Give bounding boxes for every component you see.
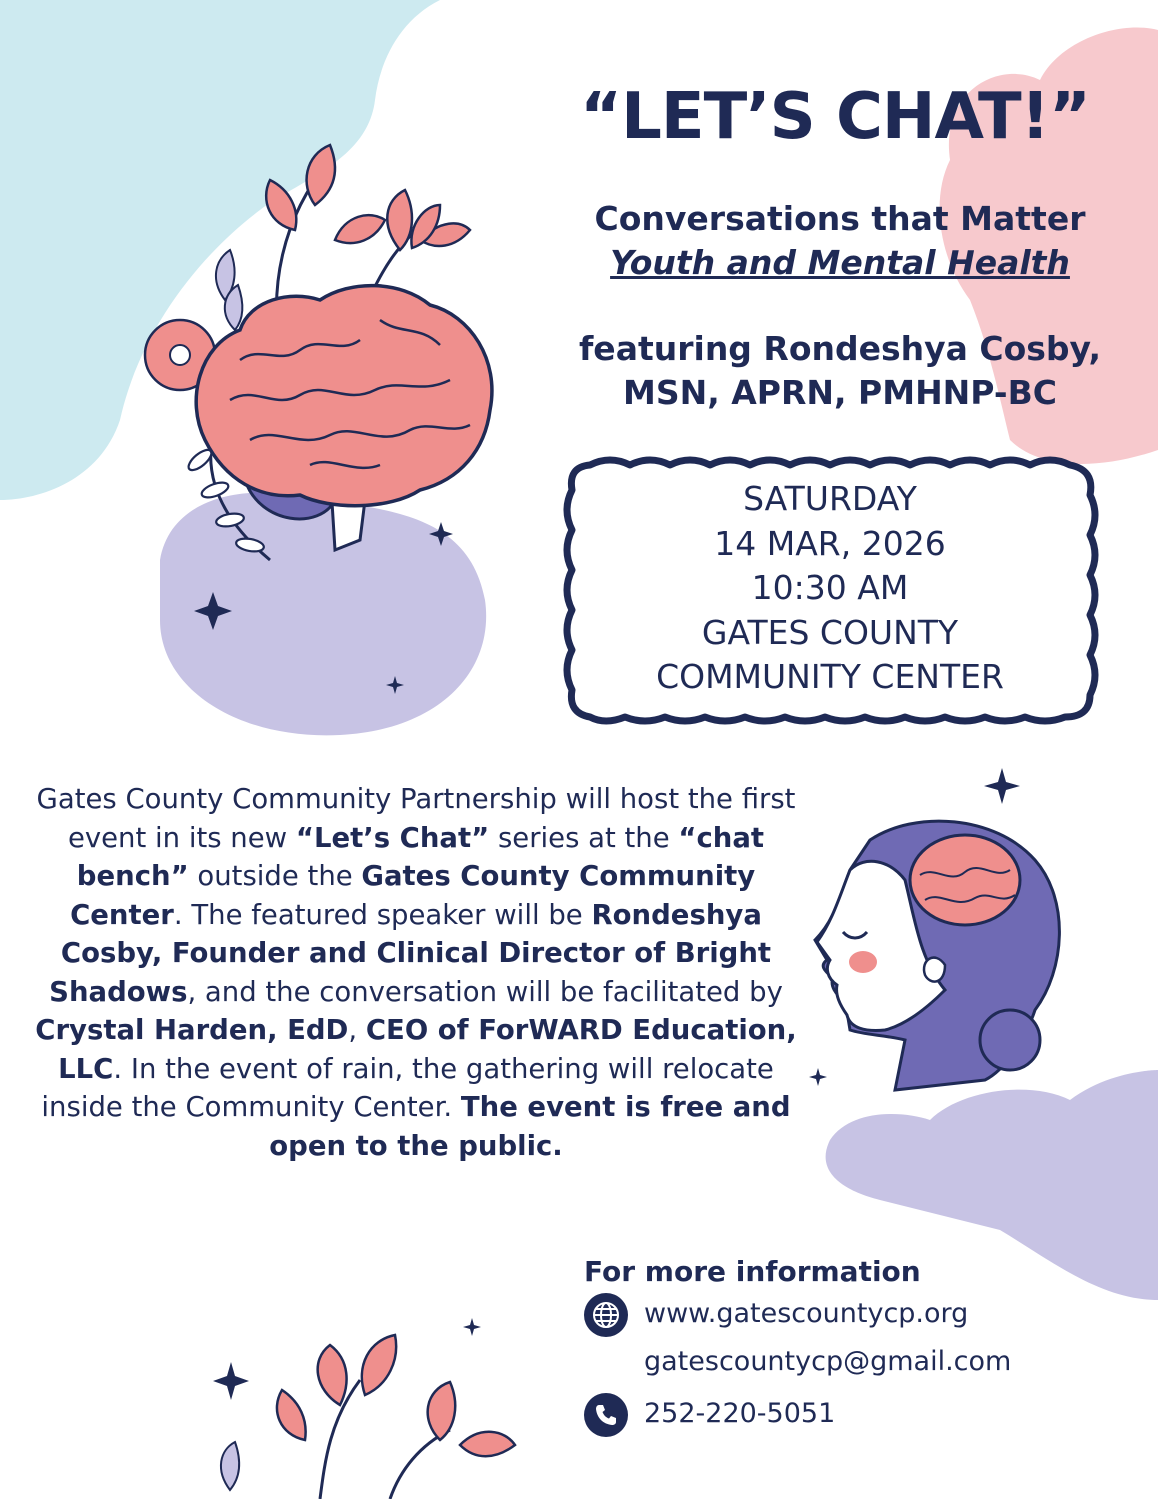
event-venue-line-2: COMMUNITY CENTER [656, 657, 1004, 696]
brain-icon [130, 130, 510, 590]
desc-bold: “Let’s Chat” [295, 821, 490, 854]
event-details [598, 477, 1062, 700]
event-venue-line-1: GATES COUNTY [701, 612, 959, 652]
desc-bold: Crystal Harden, EdD [35, 1014, 349, 1046]
contact-heading: For more information [584, 1255, 921, 1288]
woman-profile-icon [795, 800, 1075, 1100]
featuring-block [550, 327, 1130, 415]
event-description [30, 780, 802, 1165]
featuring-line-1: featuring Rondeshya Cosby, [578, 329, 1102, 368]
desc-text: . The featured speaker will be [173, 898, 592, 931]
desc-text: series at the [489, 821, 679, 854]
event-date: 14 MAR, 2026 [714, 523, 946, 563]
desc-bold: The event is free and open to the public. [269, 1091, 791, 1162]
subtitle-topic: Youth and Mental Health [610, 243, 1070, 282]
globe-icon [584, 1293, 628, 1337]
desc-bold: Gates County Community Center [70, 860, 756, 931]
desc-text: , [348, 1014, 366, 1046]
desc-text: Gates County Community Partnership will host the first event in its new [36, 783, 796, 854]
event-time: 10:30 AM [751, 568, 909, 607]
phone-link[interactable]: 252-220-5051 [644, 1398, 836, 1429]
page-title: “LET’S CHAT!” [580, 80, 1090, 154]
flower-icon [190, 1320, 530, 1499]
featuring-line-2: MSN, APRN, PMHNP-BC [623, 373, 1057, 412]
event-day: SATURDAY [743, 479, 917, 518]
desc-text: outside the [188, 860, 362, 892]
email-link[interactable]: gatescountycp@gmail.com [644, 1346, 1012, 1377]
desc-bold: CEO of ForWARD Education, LLC [58, 1014, 797, 1085]
subtitle: Conversations that Matter [594, 199, 1086, 238]
phone-icon [584, 1393, 628, 1437]
desc-text: , and the conversation will be facilitated by [187, 975, 783, 1008]
desc-text: . In the event of rain, the gathering will relocate inside the Community Center. [41, 1052, 774, 1123]
desc-bold: Rondeshya Cosby, Founder and Clinical Director of Bright Shadows [49, 898, 772, 1008]
desc-bold: “chat bench” [76, 821, 765, 892]
website-link[interactable]: www.gatescountycp.org [644, 1298, 969, 1329]
